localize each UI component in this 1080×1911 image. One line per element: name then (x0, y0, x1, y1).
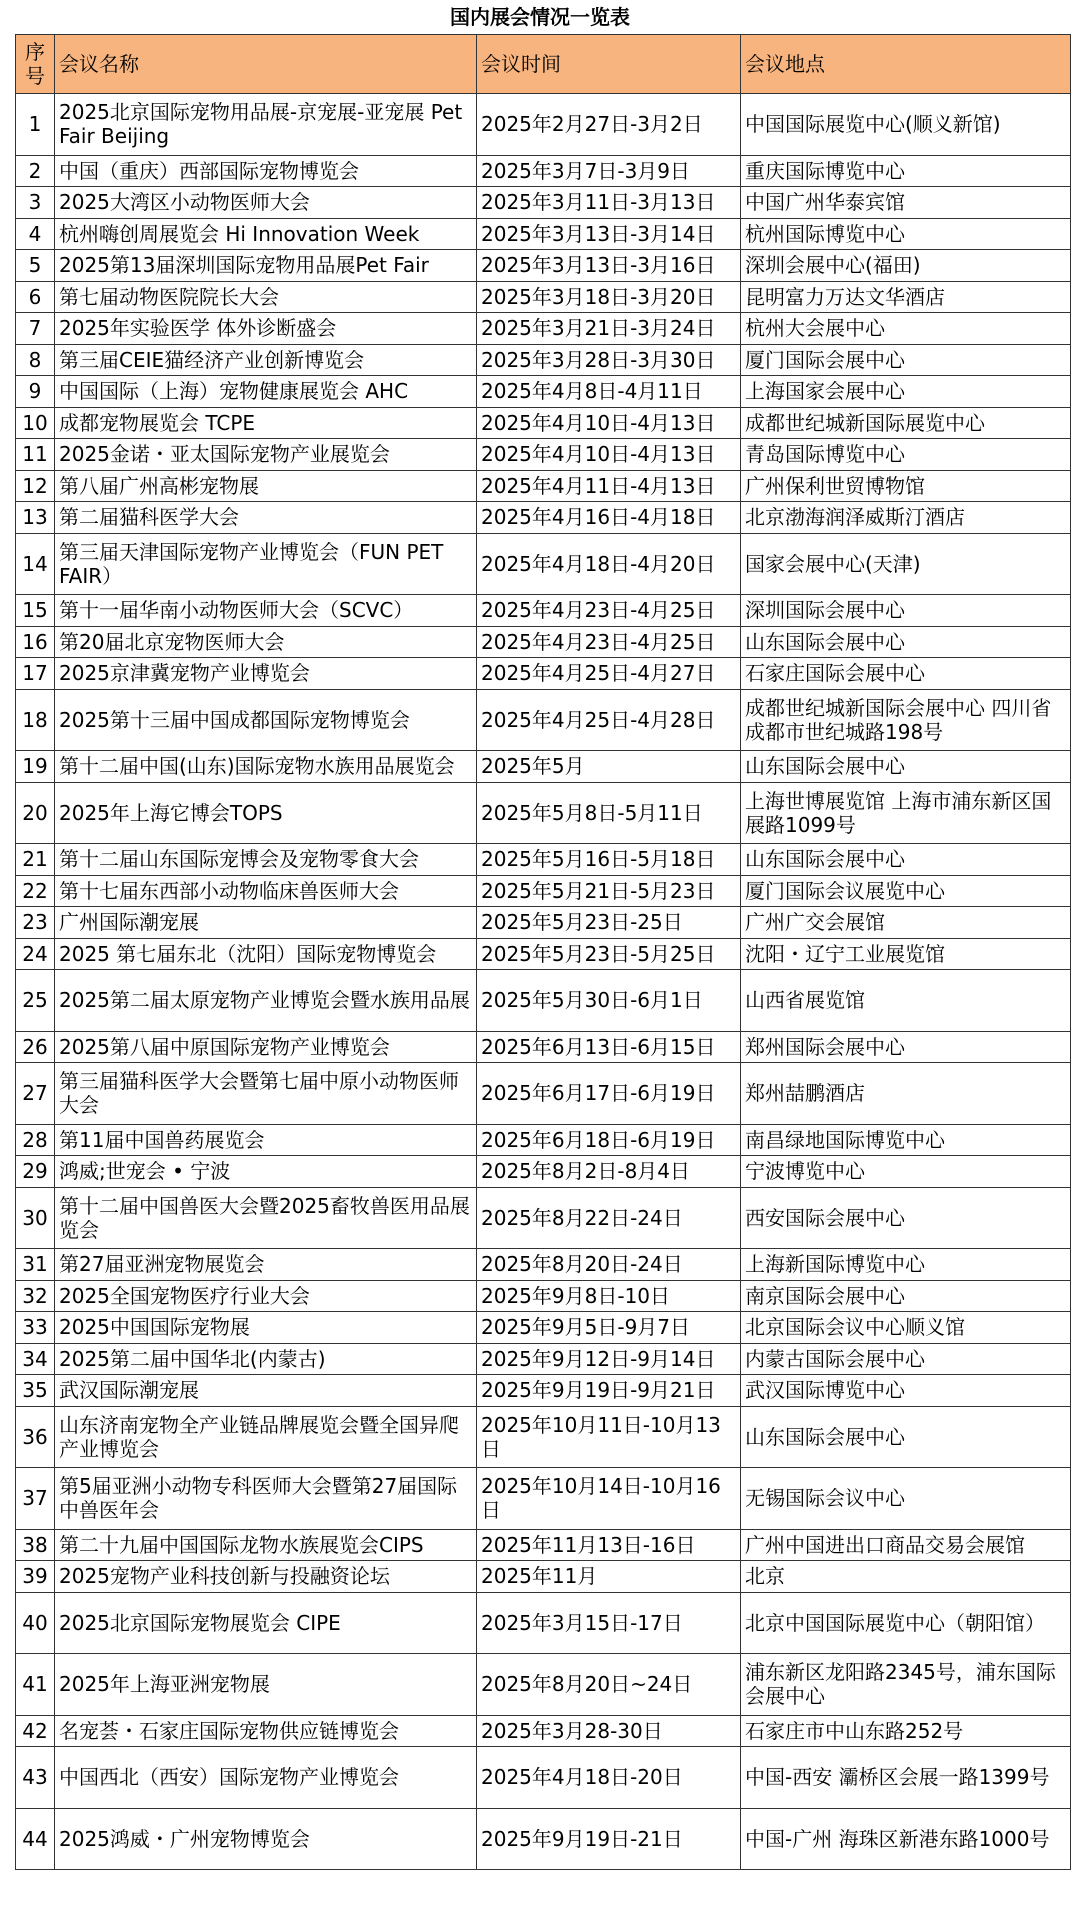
conference-place: 沈阳・辽宁工业展览馆 (741, 938, 1071, 970)
row-number: 11 (16, 439, 55, 471)
conference-place: 山东国际会展中心 (741, 1406, 1071, 1468)
table-row (16, 626, 1071, 658)
row-number: 36 (16, 1406, 55, 1468)
conference-place: 浦东新区龙阳路2345号，浦东国际会展中心 (741, 1654, 1071, 1716)
row-number: 22 (16, 875, 55, 907)
table-row (16, 1747, 1071, 1809)
conference-time: 2025年10月11日-10月13日 (477, 1406, 741, 1468)
row-number: 2 (16, 155, 55, 187)
conference-name: 第十二届中国(山东)国际宠物水族用品展览会 (55, 751, 477, 783)
conference-name: 2025鸿威・广州宠物博览会 (55, 1808, 477, 1870)
conference-place: 厦门国际会展中心 (741, 344, 1071, 376)
conference-time: 2025年4月23日-4月25日 (477, 626, 741, 658)
conference-name: 2025金诺・亚太国际宠物产业展览会 (55, 439, 477, 471)
table-row (16, 344, 1071, 376)
header-place: 会议地点 (741, 35, 1071, 94)
conference-time: 2025年4月18日-4月20日 (477, 533, 741, 595)
conference-time: 2025年3月13日-3月14日 (477, 218, 741, 250)
conference-time: 2025年8月2日-8月4日 (477, 1156, 741, 1188)
row-number: 44 (16, 1808, 55, 1870)
conference-time: 2025年4月23日-4月25日 (477, 595, 741, 627)
conference-name: 2025第13届深圳国际宠物用品展Pet Fair (55, 250, 477, 282)
table-row (16, 250, 1071, 282)
conference-place: 国家会展中心(天津) (741, 533, 1071, 595)
conference-time: 2025年3月15日-17日 (477, 1592, 741, 1654)
conference-time: 2025年9月19日-9月21日 (477, 1375, 741, 1407)
table-row (16, 938, 1071, 970)
conference-name: 2025宠物产业科技创新与投融资论坛 (55, 1561, 477, 1593)
conference-name: 第十一届华南小动物医师大会（SCVC） (55, 595, 477, 627)
conference-place: 成都世纪城新国际展览中心 (741, 407, 1071, 439)
conference-name: 2025京津冀宠物产业博览会 (55, 658, 477, 690)
conference-name: 武汉国际潮宠展 (55, 1375, 477, 1407)
table-row (16, 875, 1071, 907)
conference-name: 第三届天津国际宠物产业博览会（FUN PET FAIR） (55, 533, 477, 595)
conference-time: 2025年8月20日~24日 (477, 1654, 741, 1716)
conference-place: 南昌绿地国际博览中心 (741, 1124, 1071, 1156)
conference-time: 2025年6月17日-6月19日 (477, 1063, 741, 1125)
conference-time: 2025年3月28-30日 (477, 1715, 741, 1747)
conference-place: 深圳会展中心(福田) (741, 250, 1071, 282)
conference-time: 2025年5月30日-6月1日 (477, 970, 741, 1032)
conference-time: 2025年6月18日-6月19日 (477, 1124, 741, 1156)
row-number: 18 (16, 689, 55, 751)
table-row (16, 376, 1071, 408)
row-number: 35 (16, 1375, 55, 1407)
conference-name: 鸿威;世宠会 • 宁波 (55, 1156, 477, 1188)
row-number: 8 (16, 344, 55, 376)
conference-place: 上海国家会展中心 (741, 376, 1071, 408)
conference-place: 北京国际会议中心顺义馆 (741, 1312, 1071, 1344)
row-number: 5 (16, 250, 55, 282)
conference-name: 中国（重庆）西部国际宠物博览会 (55, 155, 477, 187)
conference-place: 山西省展览馆 (741, 970, 1071, 1032)
conference-name: 第三届CEIE猫经济产业创新博览会 (55, 344, 477, 376)
conference-time: 2025年4月16日-4月18日 (477, 502, 741, 534)
conference-name: 第七届动物医院院长大会 (55, 281, 477, 313)
table-row (16, 1654, 1071, 1716)
conference-time: 2025年5月21日-5月23日 (477, 875, 741, 907)
conference-place: 广州广交会展馆 (741, 907, 1071, 939)
table-row (16, 1124, 1071, 1156)
conference-name: 2025第二届太原宠物产业博览会暨水族用品展 (55, 970, 477, 1032)
table-row (16, 187, 1071, 219)
conference-time: 2025年4月11日-4月13日 (477, 470, 741, 502)
conference-time: 2025年4月25日-4月27日 (477, 658, 741, 690)
conference-name: 2025 第七届东北（沈阳）国际宠物博览会 (55, 938, 477, 970)
conference-name: 第二届猫科医学大会 (55, 502, 477, 534)
row-number: 24 (16, 938, 55, 970)
conference-place: 宁波博览中心 (741, 1156, 1071, 1188)
conference-place: 中国-西安 灞桥区会展一路1399号 (741, 1747, 1071, 1809)
table-row (16, 470, 1071, 502)
row-number: 17 (16, 658, 55, 690)
conference-time: 2025年6月13日-6月15日 (477, 1031, 741, 1063)
row-number: 38 (16, 1529, 55, 1561)
table-row (16, 1561, 1071, 1593)
table-row (16, 1312, 1071, 1344)
row-number: 9 (16, 376, 55, 408)
conference-time: 2025年5月8日-5月11日 (477, 782, 741, 844)
table-row (16, 1187, 1071, 1249)
table-row (16, 782, 1071, 844)
conference-place: 中国广州华泰宾馆 (741, 187, 1071, 219)
conference-name: 第二十九届中国国际龙物水族展览会CIPS (55, 1529, 477, 1561)
table-row (16, 1156, 1071, 1188)
conference-place: 厦门国际会议展览中心 (741, 875, 1071, 907)
table-row (16, 907, 1071, 939)
row-number: 6 (16, 281, 55, 313)
conference-name: 第十二届山东国际宠博会及宠物零食大会 (55, 844, 477, 876)
conference-place: 杭州国际博览中心 (741, 218, 1071, 250)
table-row (16, 844, 1071, 876)
row-number: 1 (16, 94, 55, 156)
row-number: 16 (16, 626, 55, 658)
conference-place: 石家庄市中山东路252号 (741, 1715, 1071, 1747)
header-time: 会议时间 (477, 35, 741, 94)
conference-place: 广州中国进出口商品交易会展馆 (741, 1529, 1071, 1561)
table-row (16, 1343, 1071, 1375)
conference-name: 中国国际（上海）宠物健康展览会 AHC (55, 376, 477, 408)
conference-place: 山东国际会展中心 (741, 626, 1071, 658)
conference-name: 2025第二届中国华北(内蒙古) (55, 1343, 477, 1375)
conference-name: 2025中国国际宠物展 (55, 1312, 477, 1344)
row-number: 15 (16, 595, 55, 627)
conference-name: 名宠荟・石家庄国际宠物供应链博览会 (55, 1715, 477, 1747)
header-name: 会议名称 (55, 35, 477, 94)
conference-name: 杭州嗨创周展览会 Hi Innovation Week (55, 218, 477, 250)
conference-time: 2025年3月13日-3月16日 (477, 250, 741, 282)
conference-place: 武汉国际博览中心 (741, 1375, 1071, 1407)
row-number: 30 (16, 1187, 55, 1249)
table-row (16, 1529, 1071, 1561)
table-row (16, 1280, 1071, 1312)
conference-time: 2025年11月13日-16日 (477, 1529, 741, 1561)
conference-time: 2025年5月16日-5月18日 (477, 844, 741, 876)
table-row (16, 407, 1071, 439)
row-number: 34 (16, 1343, 55, 1375)
conference-place: 中国国际展览中心(顺义新馆) (741, 94, 1071, 156)
conference-name: 第27届亚洲宠物展览会 (55, 1249, 477, 1281)
conference-time: 2025年8月22日-24日 (477, 1187, 741, 1249)
row-number: 28 (16, 1124, 55, 1156)
conference-place: 西安国际会展中心 (741, 1187, 1071, 1249)
table-row (16, 751, 1071, 783)
row-number: 39 (16, 1561, 55, 1593)
conference-time: 2025年4月18日-20日 (477, 1747, 741, 1809)
table-row (16, 439, 1071, 471)
table-row (16, 533, 1071, 595)
conference-time: 2025年3月11日-3月13日 (477, 187, 741, 219)
row-number: 7 (16, 313, 55, 345)
row-number: 43 (16, 1747, 55, 1809)
conference-place: 深圳国际会展中心 (741, 595, 1071, 627)
header-number: 序号 (16, 35, 55, 94)
conference-place: 中国-广州 海珠区新港东路1000号 (741, 1808, 1071, 1870)
conference-name: 2025北京国际宠物用品展-京宠展-亚宠展 Pet Fair Beijing (55, 94, 477, 156)
conference-place: 重庆国际博览中心 (741, 155, 1071, 187)
row-number: 21 (16, 844, 55, 876)
conference-place: 南京国际会展中心 (741, 1280, 1071, 1312)
conference-name: 2025第十三届中国成都国际宠物博览会 (55, 689, 477, 751)
conference-place: 郑州国际会展中心 (741, 1031, 1071, 1063)
conference-name: 2025北京国际宠物展览会 CIPE (55, 1592, 477, 1654)
conference-name: 广州国际潮宠展 (55, 907, 477, 939)
conference-place: 广州保利世贸博物馆 (741, 470, 1071, 502)
conference-name: 2025全国宠物医疗行业大会 (55, 1280, 477, 1312)
conference-place: 北京 (741, 1561, 1071, 1593)
table-row (16, 970, 1071, 1032)
conference-place: 杭州大会展中心 (741, 313, 1071, 345)
conference-place: 山东国际会展中心 (741, 844, 1071, 876)
conference-time: 2025年5月23日-25日 (477, 907, 741, 939)
exhibition-table (15, 34, 1071, 1870)
conference-time: 2025年5月23日-5月25日 (477, 938, 741, 970)
row-number: 20 (16, 782, 55, 844)
table-row (16, 595, 1071, 627)
table-row (16, 313, 1071, 345)
table-row (16, 155, 1071, 187)
conference-place: 郑州喆鹏酒店 (741, 1063, 1071, 1125)
table-row (16, 1249, 1071, 1281)
table-row (16, 218, 1071, 250)
table-row (16, 502, 1071, 534)
conference-time: 2025年3月21日-3月24日 (477, 313, 741, 345)
conference-place: 石家庄国际会展中心 (741, 658, 1071, 690)
conference-name: 2025年实验医学 体外诊断盛会 (55, 313, 477, 345)
row-number: 23 (16, 907, 55, 939)
row-number: 33 (16, 1312, 55, 1344)
header-row (16, 35, 1071, 94)
table-row (16, 281, 1071, 313)
conference-place: 成都世纪城新国际会展中心 四川省成都市世纪城路198号 (741, 689, 1071, 751)
row-number: 14 (16, 533, 55, 595)
table-row (16, 1375, 1071, 1407)
row-number: 32 (16, 1280, 55, 1312)
conference-time: 2025年2月27日-3月2日 (477, 94, 741, 156)
row-number: 42 (16, 1715, 55, 1747)
table-row (16, 1031, 1071, 1063)
conference-place: 昆明富力万达文华酒店 (741, 281, 1071, 313)
conference-name: 2025年上海它博会TOPS (55, 782, 477, 844)
page-title: 国内展会情况一览表 (450, 5, 630, 29)
row-number: 26 (16, 1031, 55, 1063)
row-number: 10 (16, 407, 55, 439)
conference-place: 山东国际会展中心 (741, 751, 1071, 783)
conference-name: 中国西北（西安）国际宠物产业博览会 (55, 1747, 477, 1809)
conference-name: 2025大湾区小动物医师大会 (55, 187, 477, 219)
table-row (16, 1406, 1071, 1468)
conference-time: 2025年4月25日-4月28日 (477, 689, 741, 751)
conference-time: 2025年4月8日-4月11日 (477, 376, 741, 408)
table-row (16, 658, 1071, 690)
conference-time: 2025年9月12日-9月14日 (477, 1343, 741, 1375)
conference-place: 上海新国际博览中心 (741, 1249, 1071, 1281)
row-number: 31 (16, 1249, 55, 1281)
conference-place: 内蒙古国际会展中心 (741, 1343, 1071, 1375)
conference-place: 北京渤海润泽威斯汀酒店 (741, 502, 1071, 534)
conference-name: 第三届猫科医学大会暨第七届中原小动物医师大会 (55, 1063, 477, 1125)
conference-time: 2025年9月8日-10日 (477, 1280, 741, 1312)
conference-name: 第十七届东西部小动物临床兽医师大会 (55, 875, 477, 907)
table-row (16, 1468, 1071, 1530)
row-number: 19 (16, 751, 55, 783)
conference-name: 第20届北京宠物医师大会 (55, 626, 477, 658)
table-row (16, 1592, 1071, 1654)
conference-place: 无锡国际会议中心 (741, 1468, 1071, 1530)
table-row (16, 1715, 1071, 1747)
row-number: 12 (16, 470, 55, 502)
row-number: 40 (16, 1592, 55, 1654)
conference-time: 2025年9月5日-9月7日 (477, 1312, 741, 1344)
conference-name: 2025年上海亚洲宠物展 (55, 1654, 477, 1716)
row-number: 13 (16, 502, 55, 534)
table-row (16, 94, 1071, 156)
row-number: 41 (16, 1654, 55, 1716)
row-number: 27 (16, 1063, 55, 1125)
conference-name: 山东济南宠物全产业链品牌展览会暨全国异爬产业博览会 (55, 1406, 477, 1468)
conference-time: 2025年3月18日-3月20日 (477, 281, 741, 313)
conference-time: 2025年11月 (477, 1561, 741, 1593)
row-number: 37 (16, 1468, 55, 1530)
conference-time: 2025年4月10日-4月13日 (477, 439, 741, 471)
conference-time: 2025年5月 (477, 751, 741, 783)
conference-time: 2025年10月14日-10月16日 (477, 1468, 741, 1530)
conference-place: 北京中国国际展览中心（朝阳馆） (741, 1592, 1071, 1654)
conference-name: 第5届亚洲小动物专科医师大会暨第27届国际中兽医年会 (55, 1468, 477, 1530)
conference-name: 第十二届中国兽医大会暨2025畜牧兽医用品展览会 (55, 1187, 477, 1249)
conference-name: 成都宠物展览会 TCPE (55, 407, 477, 439)
row-number: 29 (16, 1156, 55, 1188)
table-row (16, 1808, 1071, 1870)
conference-time: 2025年3月28日-3月30日 (477, 344, 741, 376)
conference-time: 2025年8月20日-24日 (477, 1249, 741, 1281)
conference-time: 2025年4月10日-4月13日 (477, 407, 741, 439)
conference-name: 2025第八届中原国际宠物产业博览会 (55, 1031, 477, 1063)
conference-time: 2025年3月7日-3月9日 (477, 155, 741, 187)
conference-place: 上海世博展览馆 上海市浦东新区国展路1099号 (741, 782, 1071, 844)
conference-time: 2025年9月19日-21日 (477, 1808, 741, 1870)
table-row (16, 1063, 1071, 1125)
row-number: 25 (16, 970, 55, 1032)
row-number: 3 (16, 187, 55, 219)
conference-place: 青岛国际博览中心 (741, 439, 1071, 471)
conference-name: 第11届中国兽药展览会 (55, 1124, 477, 1156)
table-row (16, 689, 1071, 751)
row-number: 4 (16, 218, 55, 250)
conference-name: 第八届广州高彬宠物展 (55, 470, 477, 502)
